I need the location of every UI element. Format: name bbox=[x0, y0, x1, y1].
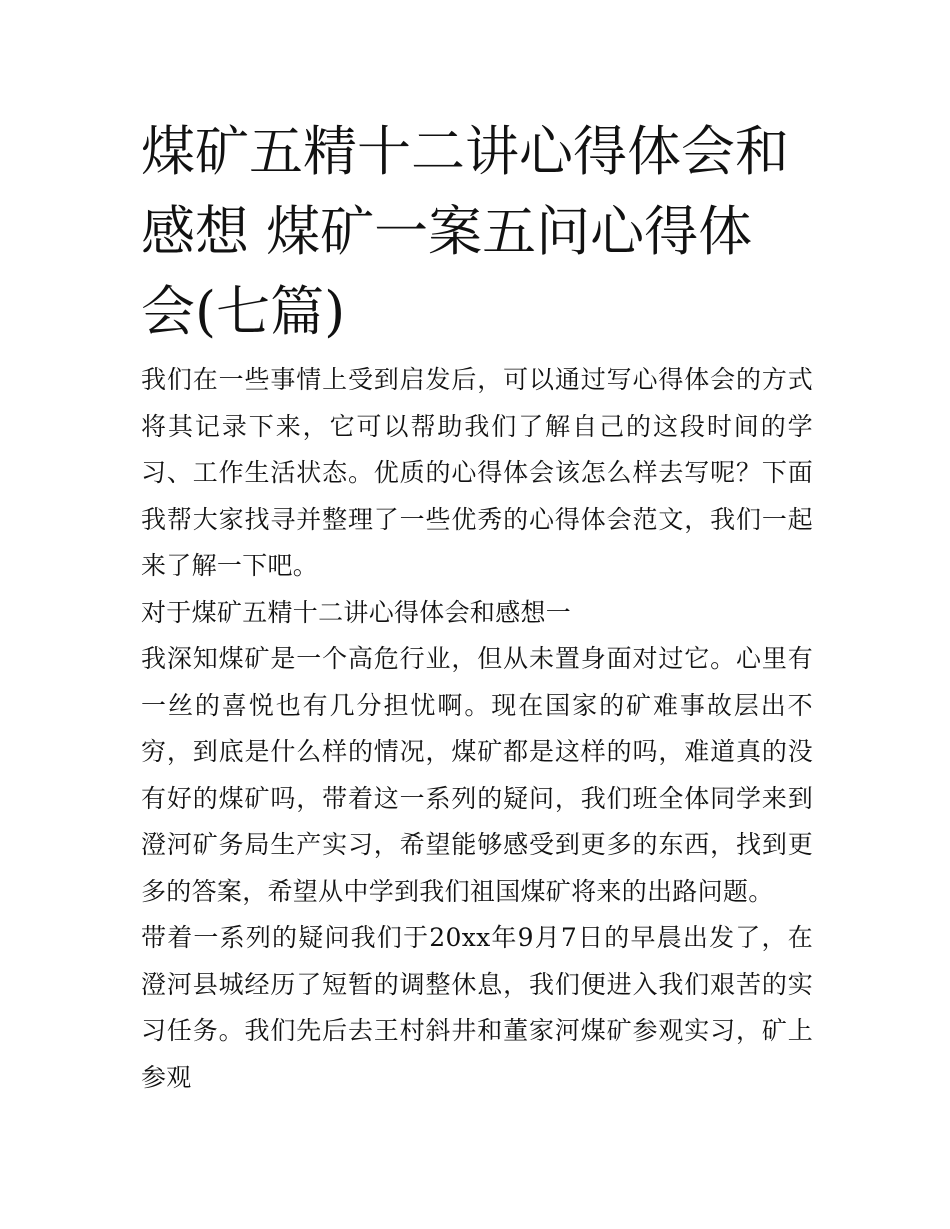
body-paragraph: 带着一系列的疑问我们于20xx年9月7日的早晨出发了，在澄河县城经历了短暂的调整休息，我们便进入我们艰苦的实习任务。我们先后去王村斜井和董家河煤矿参观实习，矿上参观 bbox=[141, 923, 813, 1092]
document-body bbox=[141, 357, 813, 1101]
section-heading: 对于煤矿五精十二讲心得体会和感想一 bbox=[141, 597, 572, 627]
intro-paragraph: 我们在一些事情上受到启发后，可以通过写心得体会的方式将其记录下来，它可以帮助我们了解自己的这段时间的学习、工作生活状态。优质的心得体会该怎么样去写呢？下面我帮大家找寻并整理了一些优秀的心得体会范文，我们一起来了解一下吧。 bbox=[141, 365, 813, 580]
document-title: 煤矿五精十二讲心得体会和感想 煤矿一案五问心得体会(七篇) bbox=[141, 120, 789, 343]
body-paragraph: 我深知煤矿是一个高危行业，但从未置身面对过它。心里有一丝的喜悦也有几分担忧啊。现在国家的矿难事故层出不穷，到底是什么样的情况，煤矿都是这样的吗，难道真的没有好的煤矿吗，带着这一系列的疑问，我们班全体同学来到澄河矿务局生产实习，希望能够感受到更多的东西，找到更多的答案，希望从中学到我们祖国煤矿将来的出路问题。 bbox=[141, 644, 813, 906]
